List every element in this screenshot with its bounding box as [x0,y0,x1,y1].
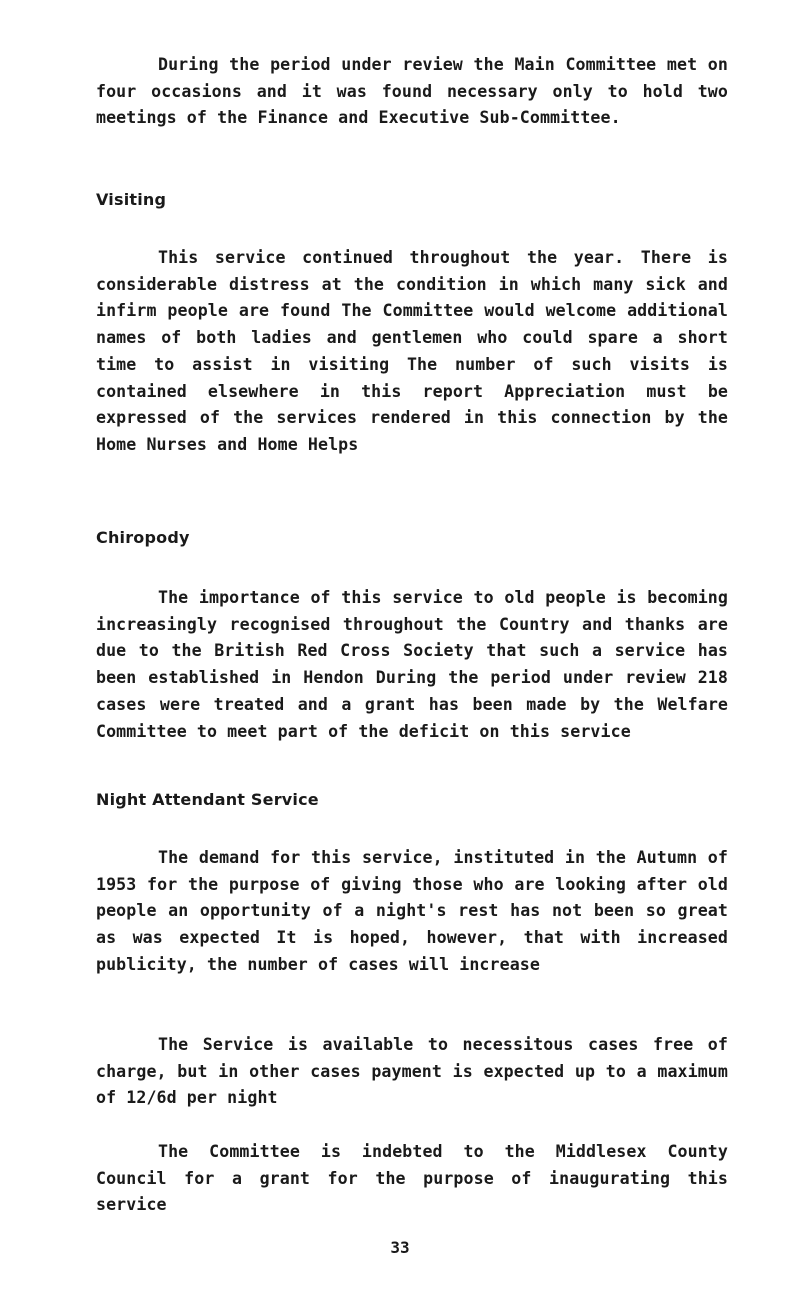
night-attendant-heading: Night Attendant Service [96,790,319,809]
visiting-paragraph-block [96,245,728,459]
night-attendant-paragraph-2-block [96,1032,728,1112]
night-attendant-paragraph-1: The demand for this service, instituted in the Autumn of 1953 for the purpose of giving those who are looking after old people an opportunity of a night's rest has not been so great as was expected It is hoped, however, that with increased publicity, the number of cases will increase [96,848,728,974]
chiropody-paragraph: The importance of this service to old people is becoming increasingly recognised throughout the Country and thanks are due to the British Red Cross Society that such a service has been established in Hendon During the period under review 218 cases were treated and a grant has been made by the Welfare Committee to meet part of the deficit on this service [96,588,728,741]
intro-paragraph-block [96,52,728,132]
night-attendant-paragraph-3: The Committee is indebted to the Middlesex County Council for a grant for the purpose of inaugurating this service [96,1142,728,1215]
chiropody-heading: Chiropody [96,528,190,547]
night-attendant-paragraph-1-block [96,845,728,979]
visiting-paragraph: This service continued throughout the year. There is considerable distress at the condition in which many sick and infirm people are found The Committee would welcome additional names of both ladies and gentlemen who could spare a short time to assist in visiting The number of such visits is contained elsewhere in this report Appreciation must be expressed of the services rendered in this connection by the Home Nurses and Home Helps [96,248,728,454]
visiting-heading: Visiting [96,190,167,209]
night-attendant-paragraph-2: The Service is available to necessitous cases free of charge, but in other cases payment is expected up to a maximum of 12/6d per night [96,1035,728,1108]
chiropody-paragraph-block [96,585,728,745]
intro-paragraph: During the period under review the Main Committee met on four occasions and it was found necessary only to hold two meetings of the Finance and Executive Sub-Committee. [96,55,728,128]
page-number: 33 [390,1238,410,1257]
night-attendant-paragraph-3-block [96,1139,728,1219]
